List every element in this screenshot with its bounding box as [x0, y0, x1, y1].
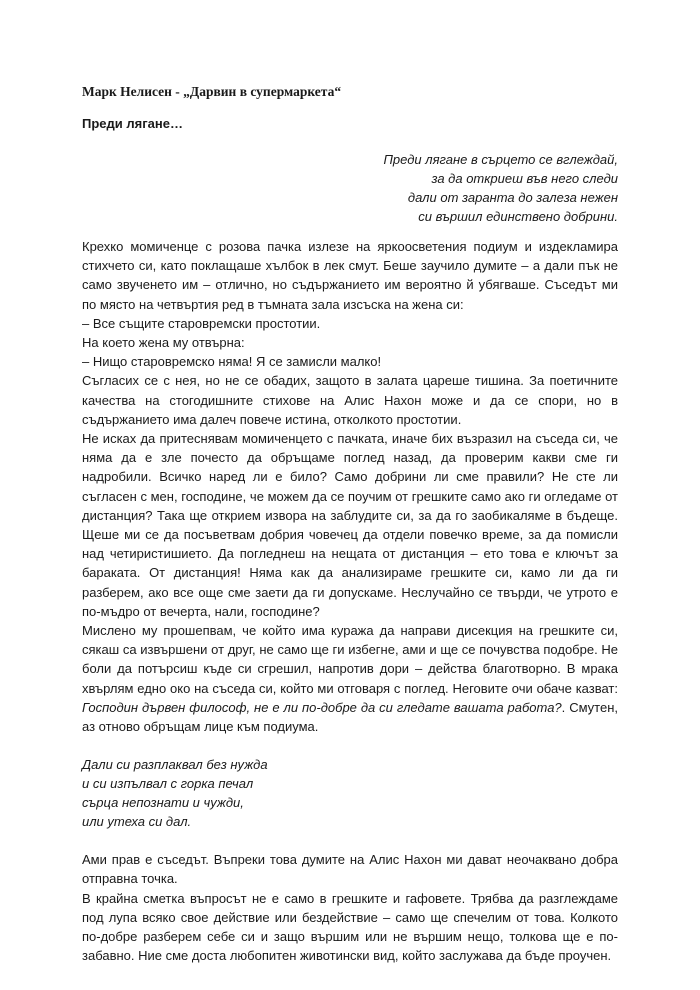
epigraph-line: Преди лягане в сърцето се вглеждай,	[383, 152, 618, 167]
epigraph	[258, 150, 618, 226]
dialogue-line: – Нищо старовремско няма! Я се замисли малко!	[82, 354, 382, 370]
verse-line: Дали си разплаквал без нужда	[82, 757, 268, 773]
verse-line: или утеха си дал.	[82, 814, 192, 830]
verse-line: сърца непознати и чужди,	[82, 795, 244, 811]
dialogue-line: На което жена му отвърна:	[82, 335, 245, 351]
paragraph: Съгласих се с нея, но не се обадих, защото в залата цареше тишина. За поетичните качества на стогодишните стихове на Алис Нахон може и да се спори, но в съдържанието има далеч повече истина, отколкото простотии.	[82, 373, 618, 427]
document-title: Марк Нелисен - „Дарвин в супермаркета“	[82, 84, 342, 99]
paragraph-text: Мислено му прошепвам, че който има куража да направи дисекция на грешките си, сякаш са извършени от друг, не само ще ги избегне, ами и ще се почувства подобре. Не боли да потърсиш къде си сгрешил, напротив дори – действа благотворно. В мрака хвърлям едно око на съседа си, който ми отговаря с поглед. Неговите очи обаче казват:	[82, 623, 618, 696]
section-heading: Преди лягане…	[82, 116, 183, 131]
body-text	[82, 237, 618, 966]
dialogue-line: – Все същите старовремски простотии.	[82, 315, 321, 331]
epigraph-line: дали от заранта до залеза нежен	[407, 190, 618, 205]
paragraph: Не исках да притеснявам момиченцето с пачката, иначе бих възразил на съседа си, че няма да е зле почесто да обръщаме поглед назад, да проверим какви сме ги надробили. Всичко наред ли е било? Само добрини ли сме правили? Не сте ли съгласен с мен, господине, че можем да се поучим от грешките само ако ги огледаме от дистанция? Така ще открием извора на заблудите си, за да го заобикаляме в бъдеще. Щеше ми се да посъветвам добрия човечец да отдели повечко време, за да помисли над четиристишието. Да погледнеш на нещата от дистанция – ето това е ключът за бараката. От дистанция! Няма как да анализираме грешките си, камо ли да ги разберем, ако все още сме заети да ги допускаме. Неслучайно се твърди, че утрото е по-мъдро от вечерта, нали, господине?	[82, 431, 618, 619]
verse-line: и си изпълвал с горка печал	[82, 776, 254, 792]
paragraph: Ами прав е съседът. Въпреки това думите на Алис Нахон ми дават неочаквано добра отправна точка.	[82, 852, 618, 887]
paragraph-tail: . Смутен, аз отново обръщам лице към подиума.	[82, 699, 618, 735]
epigraph-line: си вършил единствено добрини.	[418, 209, 618, 224]
paragraph: Крехко момиченце с розова пачка излезе на яркоосветения подиум и издекламира стихчето си, като поклащаше хълбок в лек смут. Беше заучило думите – а дали пък не само звученето им – отлично, но съдържанието им вероятно й убягваше. Съседът ми по място на четвъртия ред в тъмната зала изсъска на жена си:	[82, 239, 618, 312]
verse-block	[82, 755, 618, 831]
italic-quote: Господин дървен философ, не е ли по-добре да си гледате вашата работа?	[82, 699, 562, 715]
paragraph: В крайна сметка въпросът не е само в грешките и гафовете. Трябва да разглеждаме под лупа всяко свое действие или бездействие – само ще спечелим от това. Колкото по-добре разберем себе си и защо вършим или не вършим нещо, толкова ще е по-забавно. Ние сме доста любопитен животински вид, който заслужава да бъде проучен.	[82, 890, 618, 964]
epigraph-line: за да откриеш във него следи	[431, 171, 618, 186]
paragraph-with-quote	[82, 621, 618, 736]
